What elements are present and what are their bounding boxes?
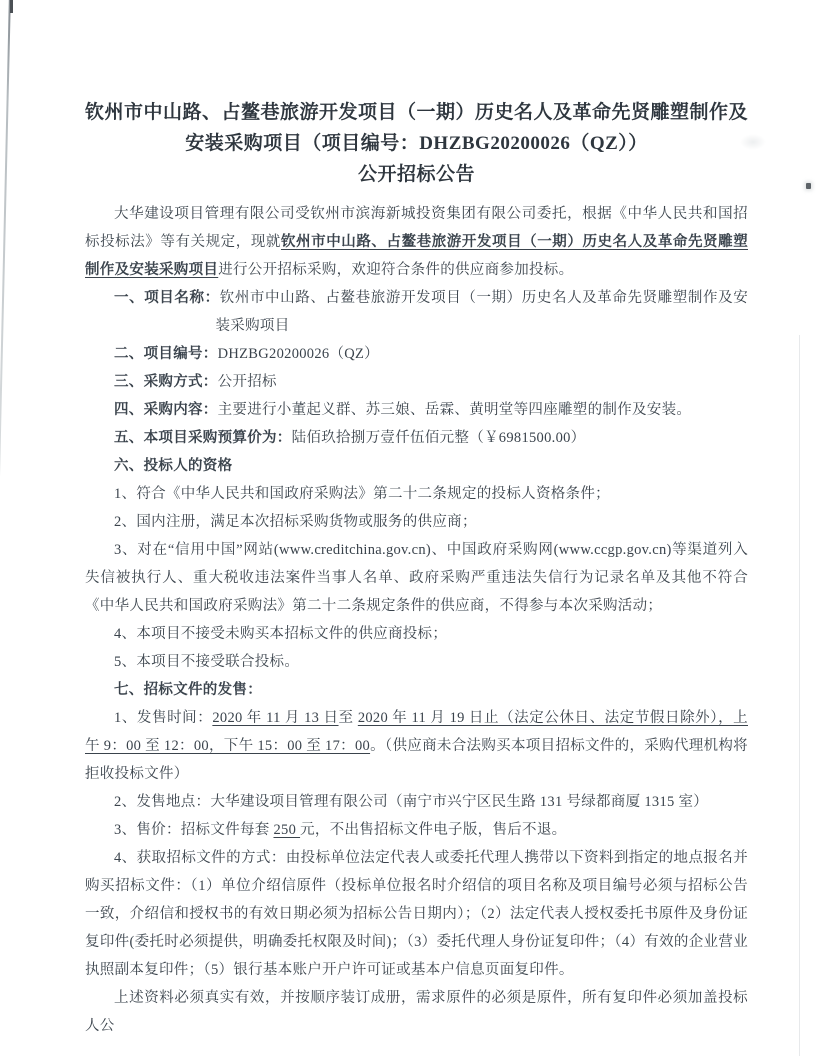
sale-2-location bbox=[85, 788, 748, 816]
text-segment: DHZBG20200026（QZ） bbox=[217, 346, 379, 362]
closing-note bbox=[85, 984, 748, 1040]
label-segment: 五、本项目采购预算价为： bbox=[114, 430, 292, 446]
item-7-document-sale-heading bbox=[85, 676, 748, 704]
text-segment: 3、对在“信用中国”网站(www.creditchina.gov.cn)、中国政府采购网(www.ccgp.gov.cn)等渠道列入失信被执行人、重大税收违法案件当事人名单、政府采购严重违法失信行为记录名单及其他不符合《中华人民共和国政府采购法》第二十二条规定条件的供应商，不得参与本次采购活动； bbox=[85, 542, 748, 614]
label-segment: 六、投标人的资格 bbox=[114, 458, 233, 474]
item-5-budget bbox=[85, 424, 748, 452]
label-segment: 一、项目名称： bbox=[114, 290, 220, 306]
document-body bbox=[85, 200, 748, 1040]
sale-1-time bbox=[85, 704, 748, 788]
qualification-5 bbox=[85, 648, 748, 676]
scan-edge-mark-top-left bbox=[10, 0, 13, 13]
text-segment: 2、发售地点：大华建设项目管理有限公司（南宁市兴宁区民生路 131 号绿都商厦 1315 室） bbox=[114, 794, 709, 810]
text-segment: 元，不出售招标文件电子版，售后不退。 bbox=[300, 822, 567, 838]
text-segment: 上述资料必须真实有效，并按顺序装订成册，需求原件的必须是原件，所有复印件必须加盖投标人公 bbox=[85, 990, 748, 1034]
label-segment: 三、采购方式： bbox=[114, 374, 218, 390]
text-segment: 。（供应商未合法购买本项目招标文件的，采购代理机构将拒收投标文件） bbox=[85, 738, 748, 782]
intro-paragraph bbox=[85, 200, 748, 284]
text-segment: 大华建设项目管理有限公司受钦州市滨海新城投资集团有限公司委托，根据《中华人民共和国招标投标法》等有关规定，现就 bbox=[85, 206, 748, 250]
text-segment: 3、售价：招标文件每套 bbox=[114, 822, 274, 838]
label-segment: 二、项目编号： bbox=[114, 346, 218, 362]
item-6-bidder-qualification-heading bbox=[85, 452, 748, 480]
text-segment: 250 bbox=[273, 822, 301, 838]
qualification-1 bbox=[85, 480, 748, 508]
label-segment: 七、招标文件的发售： bbox=[114, 682, 262, 698]
title-line-1: 钦州市中山路、占鳌巷旅游开发项目（一期）历史名人及革命先贤雕塑制作及 bbox=[85, 102, 749, 123]
text-segment: 公开招标 bbox=[217, 374, 277, 390]
label-segment: 四、采购内容： bbox=[114, 402, 218, 418]
item-3-procurement-method bbox=[85, 368, 748, 396]
sale-4-obtain-method bbox=[85, 844, 748, 984]
title-line-2: 安装采购项目（项目编号：DHZBG20200026（QZ）） bbox=[185, 133, 648, 154]
text-segment: 2020 年 11 月 19 日止（法定公休日、法定节假日除外），上午 9：00 至 12：00，下午 15：00 至 17：00 bbox=[85, 710, 748, 754]
title-line-3: 公开招标公告 bbox=[357, 164, 475, 185]
text-segment: 陆佰玖拾捌万壹仟伍佰元整（￥6981500.00） bbox=[291, 430, 586, 446]
scan-edge-line-left bbox=[0, 0, 11, 1056]
sale-3-price bbox=[85, 816, 748, 844]
qualification-3 bbox=[85, 536, 748, 620]
item-1-project-name bbox=[85, 284, 748, 340]
item-4-procurement-content bbox=[85, 396, 748, 424]
text-segment: 至 bbox=[338, 710, 358, 726]
text-segment: 1、发售时间： bbox=[114, 710, 213, 726]
text-segment: 2、国内注册，满足本次招标采购货物或服务的供应商； bbox=[114, 514, 477, 530]
label-segment: 钦州市中山路、占鳌巷旅游开发项目（一期）历史名人及革命先贤雕塑制作及安装采购项目 bbox=[85, 234, 748, 278]
text-segment: 主要进行小董起义群、苏三娘、岳霖、黄明堂等四座雕塑的制作及安装。 bbox=[217, 402, 692, 418]
qualification-2 bbox=[85, 508, 748, 536]
document-title bbox=[85, 97, 748, 190]
text-segment: 4、获取招标文件的方式：由投标单位法定代表人或委托代理人携带以下资料到指定的地点报名并购买招标文件：（1）单位介绍信原件（投标单位报名时介绍信的项目名称及项目编号必须与招标公告一致，介绍信和授权书的有效日期必须为招标公告日期内）；（2）法定代表人授权委托书原件及身份证复印件(委托时必须提供，明确委托权限及时间)；（3）委托代理人身份证复印件；（4）有效的企业营业执照副本复印件；（5）银行基本账户开户许可证或基本户信息页面复印件。 bbox=[85, 850, 748, 978]
text-segment: 1、符合《中华人民共和国政府采购法》第二十二条规定的投标人资格条件； bbox=[114, 486, 610, 502]
scan-edge-line-right bbox=[799, 335, 800, 1056]
item-2-project-number bbox=[85, 340, 748, 368]
ink-speck bbox=[806, 183, 811, 189]
text-segment: 2020 年 11 月 13 日 bbox=[212, 710, 339, 726]
text-segment: 4、本项目不接受未购买本招标文件的供应商投标； bbox=[114, 626, 448, 642]
qualification-4 bbox=[85, 620, 748, 648]
document-content bbox=[85, 97, 748, 1040]
text-segment: 钦州市中山路、占鳌巷旅游开发项目（一期）历史名人及革命先贤雕塑制作及安装采购项目 bbox=[215, 290, 748, 334]
text-segment: 5、本项目不接受联合投标。 bbox=[114, 654, 300, 670]
text-segment: 进行公开招标采购，欢迎符合条件的供应商参加投标。 bbox=[218, 262, 574, 278]
